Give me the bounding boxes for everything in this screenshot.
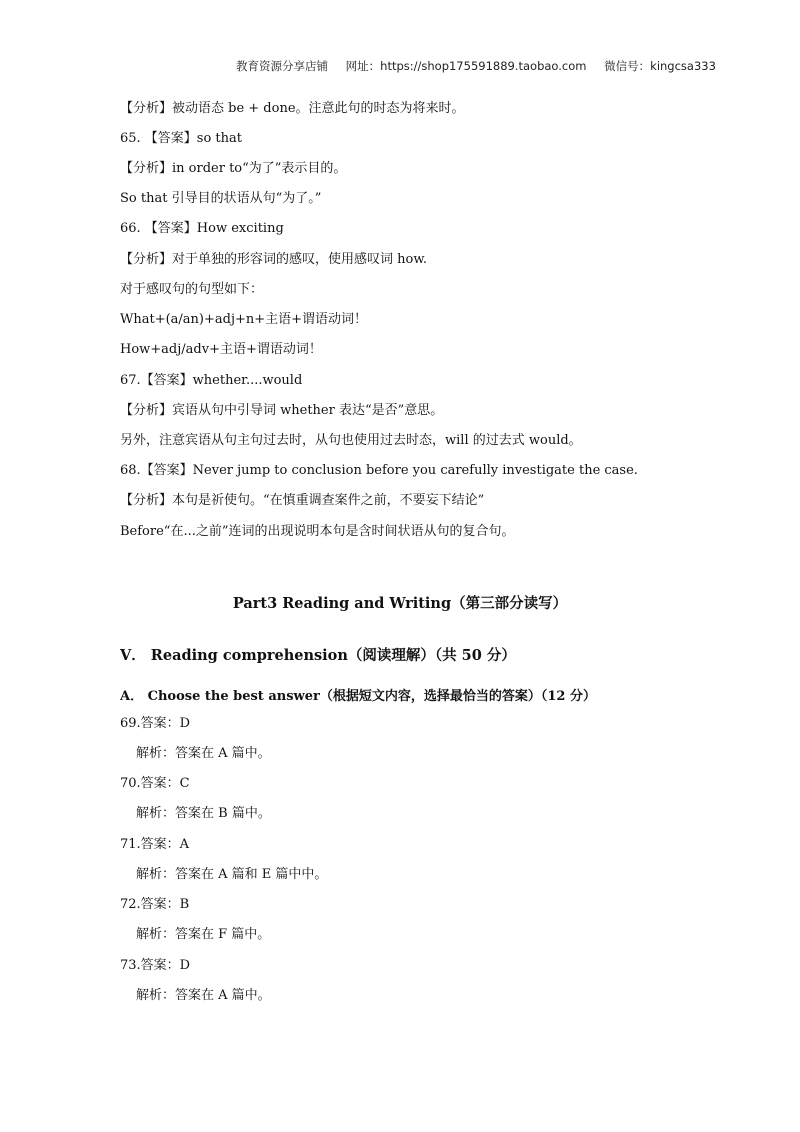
analysis-line: 解析：答案在 F 篇中。: [136, 927, 271, 942]
answer-line: 65. 【答案】so that: [120, 131, 243, 146]
answer-line: 66. 【答案】How exciting: [120, 221, 284, 236]
analysis-line: 解析：答案在 A 篇和 E 篇中中。: [136, 867, 328, 882]
section-title: V． Reading comprehension（阅读理解）（共 50 分）: [120, 647, 516, 664]
analysis-line: 【分析】宾语从句中引导词 whether 表达“是否”意思。: [120, 403, 444, 418]
subsection-title: A． Choose the best answer（根据短文内容，选择最恰当的答案）（12 分）: [120, 689, 596, 704]
pattern-line: What+(a/an)+adj+n+主语+谓语动词！: [120, 312, 368, 327]
wechat-id: 微信号：kingcsa333: [604, 59, 716, 73]
shop-name: 教育资源分享店铺: [236, 59, 328, 73]
page-header: [236, 58, 730, 74]
pattern-line: How+adj/adv+主语+谓语动词！: [120, 342, 322, 357]
part-title: Part3 Reading and Writing（第三部分读写）: [232, 595, 568, 612]
analysis-line: 另外，注意宾语从句主句过去时，从句也使用过去时态，will 的过去式 would。: [120, 433, 582, 448]
answer-line: 73.答案：D: [120, 958, 191, 973]
analysis-line: 对于感叹句的句型如下：: [120, 282, 264, 297]
answer-line: 69.答案：D: [120, 716, 191, 731]
analysis-line: 解析：答案在 A 篇中。: [136, 988, 271, 1003]
analysis-line: 【分析】被动语态 be + done。注意此句的时态为将来时。: [120, 101, 465, 116]
answer-line: 72.答案：B: [120, 897, 190, 912]
analysis-line: So that 引导目的状语从句“为了。”: [120, 191, 322, 206]
analysis-line: Before“在...之前”连词的出现说明本句是含时间状语从句的复合句。: [120, 524, 515, 539]
analysis-line: 【分析】in order to“为了”表示目的。: [120, 161, 347, 176]
answer-line: 71.答案：A: [120, 837, 190, 852]
answer-line: 68.【答案】Never jump to conclusion before you carefully investigate the case.: [120, 463, 638, 478]
analysis-line: 【分析】对于单独的形容词的感叹，使用感叹词 how.: [120, 252, 428, 267]
shop-url: 网址：https://shop175591889.taobao.com: [345, 59, 587, 73]
analysis-line: 解析：答案在 A 篇中。: [136, 746, 271, 761]
analysis-line: 解析：答案在 B 篇中。: [136, 806, 271, 821]
answer-line: 70.答案：C: [120, 776, 190, 791]
answer-line: 67.【答案】whether....would: [120, 373, 303, 388]
analysis-line: 【分析】本句是祈使句。“在慎重调查案件之前，不要妄下结论”: [120, 493, 485, 508]
